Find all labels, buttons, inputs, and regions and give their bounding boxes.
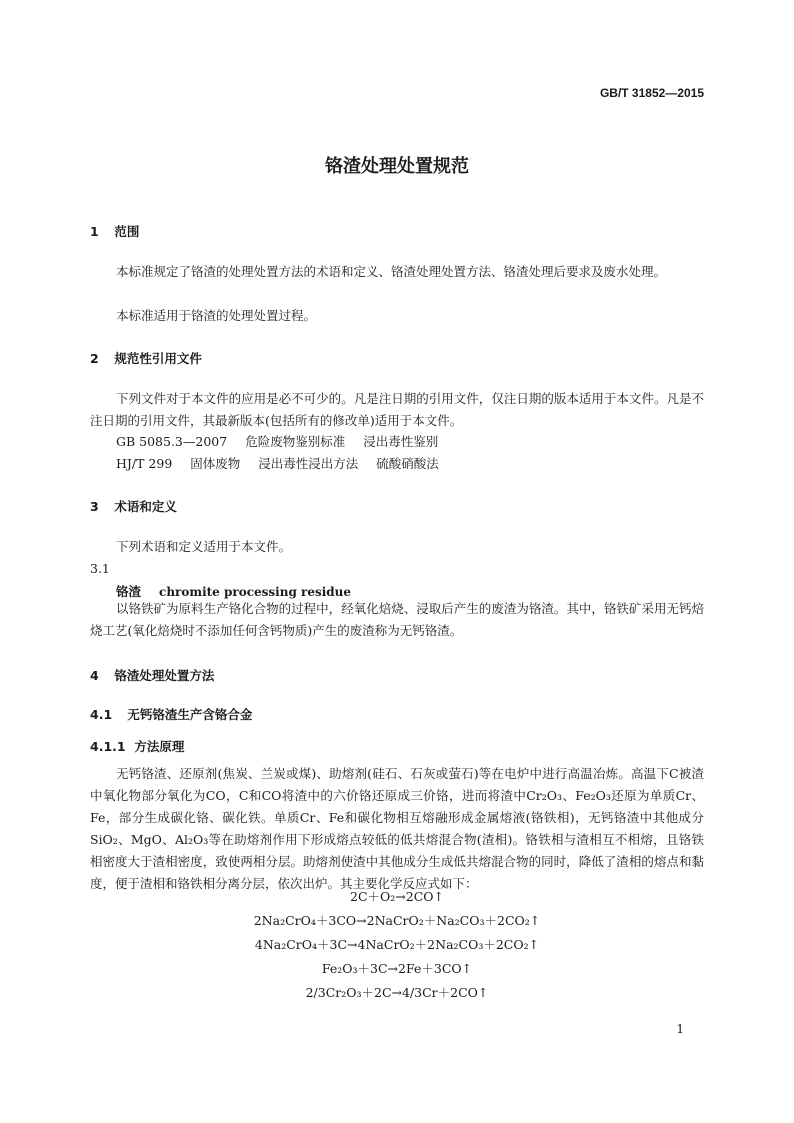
section-title: 术语和定义 xyxy=(114,499,177,514)
paragraph: 本标准规定了铬渣的处理处置方法的术语和定义、铬渣处理处置方法、铬渣处理后要求及废水处理。 xyxy=(116,264,667,279)
subsection-number: 4.1 xyxy=(90,707,113,722)
paragraph: 下列术语和定义适用于本文件。 xyxy=(116,539,292,554)
section-3-heading xyxy=(90,497,177,515)
term-en: chromite processing residue xyxy=(159,585,352,599)
term-number: 3.1 xyxy=(90,561,110,576)
page-number: 1 xyxy=(676,1022,684,1036)
reference-subtitle: 浸出毒性浸出方法 xyxy=(258,456,359,471)
equation: 2C＋O₂→2CO↑ xyxy=(350,889,444,904)
reference-code: HJ/T 299 xyxy=(116,456,173,471)
reference-title: 固体废物 xyxy=(190,456,241,471)
section-title: 规范性引用文件 xyxy=(114,351,202,366)
section-1-heading xyxy=(90,222,139,240)
equation: 2/3Cr₂O₃＋2C→4/3Cr＋2CO↑ xyxy=(305,985,489,1000)
reference-item xyxy=(116,454,453,472)
page-title: 铬渣处理处置规范 xyxy=(325,156,469,177)
paragraph: 下列文件对于本文件的应用是必不可少的。凡是注日期的引用文件，仅注日期的版本适用于本文件。凡是不注日期的引用文件，其最新版本(包括所有的修改单)适用于本文件。 xyxy=(90,391,704,428)
reference-item xyxy=(116,432,452,450)
equation: Fe₂O₃＋3C→2Fe＋3CO↑ xyxy=(321,961,473,976)
section-number: 4 xyxy=(90,668,99,683)
subsection-heading xyxy=(90,705,252,723)
subsubsection-number: 4.1.1 xyxy=(90,739,126,754)
reference-subtitle: 硫酸硝酸法 xyxy=(376,456,439,471)
section-number: 1 xyxy=(90,224,99,239)
paragraph: 本标准适用于铬渣的处理处置过程。 xyxy=(116,308,317,323)
paragraph: 以铬铁矿为原料生产铬化合物的过程中，经氧化焙烧、浸取后产生的废渣为铬渣。其中，铬铁矿采用无钙焙烧工艺(氧化焙烧时不添加任何含钙物质)产生的废渣称为无钙铬渣。 xyxy=(90,601,704,638)
reference-title: 危险废物鉴别标准 xyxy=(245,434,346,449)
section-title: 铬渣处理处置方法 xyxy=(114,668,215,683)
section-2-heading xyxy=(90,349,202,367)
standard-code: GB/T 31852—2015 xyxy=(599,86,704,100)
equation: 4Na₂CrO₄＋3C→4NaCrO₂＋2Na₂CO₃＋2CO₂↑ xyxy=(254,937,540,952)
subsection-title: 无钙铬渣生产含铬合金 xyxy=(127,707,253,722)
reference-subtitle: 浸出毒性鉴别 xyxy=(363,434,439,449)
subsubsection-title: 方法原理 xyxy=(134,739,185,754)
reference-code: GB 5085.3—2007 xyxy=(116,434,228,449)
subsubsection-heading xyxy=(90,737,184,755)
section-number: 3 xyxy=(90,499,99,514)
term-zh: 铬渣 xyxy=(116,584,142,599)
equation: 2Na₂CrO₄＋3CO→2NaCrO₂＋Na₂CO₃＋2CO₂↑ xyxy=(253,913,541,928)
section-title: 范围 xyxy=(114,224,140,239)
section-4-heading xyxy=(90,666,214,684)
paragraph: 无钙铬渣、还原剂(焦炭、兰炭或煤)、助熔剂(硅石、石灰或萤石)等在电炉中进行高温冶炼。高温下C被渣中氧化物部分氧化为CO，C和CO将渣中的六价铬还原成三价铬，进而将渣中Cr₂O₃、Fe₂O₃还原为单质Cr、Fe，部分生成碳化铬、碳化铁。单质Cr、Fe和碳化物相互熔融形成金属熔液(铬铁相)，无钙铬渣中其他成分SiO₂、MgO、Al₂O₃等在助熔剂作用下形成熔点较低的低共熔混合物(渣相)。铬铁相与渣相互不相熔，且铬铁相密度大于渣相密度，致使两相分层。助熔剂使渣中其他成分生成低共熔混合物的同时，降低了渣相的熔点和黏度，便于渣相和铬铁相分离分层，依次出炉。其主要化学反应式如下： xyxy=(90,766,704,891)
section-number: 2 xyxy=(90,351,99,366)
